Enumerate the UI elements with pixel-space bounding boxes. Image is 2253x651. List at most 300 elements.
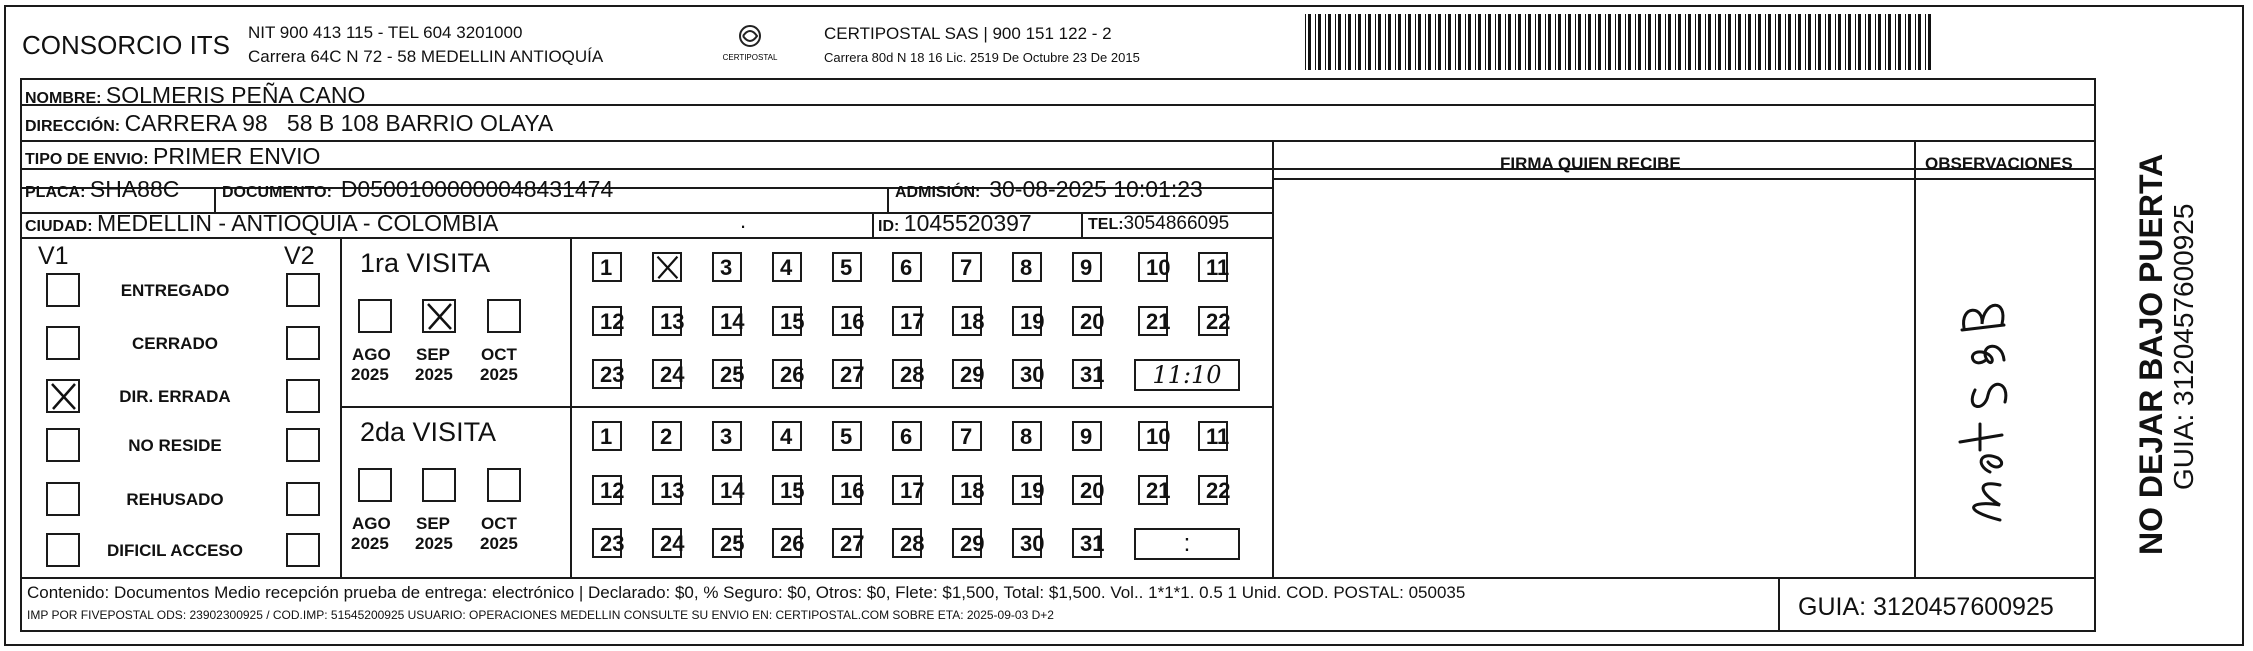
month-checkbox[interactable] [487,299,521,333]
barcode-bar [1315,14,1316,70]
day-box[interactable] [892,528,925,558]
barcode-bar [1595,14,1596,70]
day-number: 29 [960,362,985,387]
barcode-bar [1448,14,1451,70]
day-box[interactable] [772,252,802,282]
day-box[interactable] [1138,306,1171,336]
id-value: 1045520397 [903,210,1032,236]
barcode-bar [1675,14,1676,70]
barcode-bar [1755,14,1756,70]
barcode-bar [1468,14,1471,70]
month-checkbox[interactable] [487,468,521,502]
day-box[interactable] [1072,475,1105,505]
tipo-row [25,145,320,168]
barcode-bar [1408,14,1411,70]
barcode-bar [1555,14,1556,70]
barcode-bar [1628,14,1631,70]
day-box[interactable] [952,359,985,389]
day-box[interactable] [832,359,865,389]
day-number: 14 [720,478,745,503]
day-box[interactable] [892,306,925,336]
barcode-bar [1348,14,1351,70]
barcode-bar [1428,14,1431,70]
day-number: 6 [900,255,913,280]
barcode-bar [1418,14,1421,70]
nombre-row [25,84,365,107]
day-number: 21 [1146,478,1171,503]
day-number: 9 [1080,255,1093,280]
barcode-bar [1665,14,1666,70]
day-box[interactable] [1012,306,1045,336]
barcode-bar [1438,14,1441,70]
barcode-bar [1475,14,1476,70]
day-number: 7 [960,255,973,280]
status-label: REHUSADO [126,490,224,509]
barcode-bar [1698,14,1701,70]
day-box[interactable] [1198,421,1228,451]
day-number: 3 [720,255,733,280]
barcode-bar [1925,14,1926,70]
barcode-bar [1885,14,1886,70]
barcode-bar [1865,14,1866,70]
day-box[interactable] [952,475,985,505]
month-checkbox[interactable] [358,468,392,502]
v2-checkbox[interactable] [286,482,320,516]
v1-label: V1 [38,242,69,270]
day-box[interactable] [1198,252,1228,282]
barcode-bar [1515,14,1516,70]
day-box[interactable] [832,252,862,282]
barcode-bar [1505,14,1506,70]
barcode-bar [1875,14,1876,70]
time-box[interactable]: : [1134,528,1240,560]
day-box[interactable] [1012,475,1045,505]
observaciones-header: OBSERVACIONES [1925,154,2073,173]
day-box[interactable] [1072,359,1105,389]
barcode-bar [1395,14,1396,70]
barcode-bar [1378,14,1381,70]
day-number: 28 [900,531,925,556]
day-box[interactable] [592,475,625,505]
day-box[interactable] [712,475,745,505]
status-label: ENTREGADO [120,281,230,300]
barcode-bar [1398,14,1401,70]
company-address: Carrera 64C N 72 - 58 MEDELLIN ANTIOQUÍA [248,47,604,66]
day-box[interactable] [892,421,922,451]
barcode-bar [1578,14,1581,70]
month-year: 2025 [415,534,453,553]
barcode-bar [1705,14,1706,70]
v2-checkbox[interactable] [286,428,320,462]
day-box[interactable] [712,252,742,282]
barcode-bar [1535,14,1536,70]
day-box[interactable] [952,252,982,282]
day-box[interactable] [892,359,925,389]
day-number: 8 [1020,255,1033,280]
v1-checkbox[interactable] [46,379,80,413]
barcode-bar [1328,14,1331,70]
time-box[interactable]: 11:10 [1134,359,1240,391]
day-number: 1 [600,255,613,280]
day-number: 16 [840,309,865,334]
day-number: 12 [600,478,625,503]
day-box[interactable] [1012,359,1045,389]
month-year: 2025 [351,365,389,384]
month-year: 2025 [480,365,518,384]
tel-value: 3054866095 [1123,213,1230,234]
day-box[interactable] [1138,252,1171,282]
barcode-bar [1685,14,1686,70]
day-box[interactable] [952,528,985,558]
day-box[interactable] [1012,252,1042,282]
visit-title: 2da VISITA [360,417,497,447]
barcode-bar [1678,14,1681,70]
day-box[interactable] [1138,475,1171,505]
day-number: 7 [960,424,973,449]
v2-checkbox[interactable] [286,273,320,307]
day-number: 27 [840,531,865,556]
barcode [1305,14,1935,70]
ciudad-row [25,212,498,235]
day-number: 5 [840,255,853,280]
barcode-bar [1545,14,1546,70]
side-warning: NO DEJAR BAJO PUERTA [2133,153,2169,555]
placa-row [25,178,179,201]
day-box[interactable] [712,359,745,389]
license-line: Carrera 80d N 18 16 Lic. 2519 De Octubre 23 De 2015 [824,50,1140,65]
barcode-bar [1405,14,1406,70]
day-number: 20 [1080,309,1105,334]
day-box[interactable] [772,475,805,505]
day-number: 30 [1020,362,1045,387]
day-box[interactable] [1012,528,1045,558]
barcode-bar [1795,14,1796,70]
day-box[interactable] [652,528,685,558]
barcode-bar [1415,14,1416,70]
ciudad-value: MEDELLIN - ANTIOQUIA - COLOMBIA [97,210,499,236]
day-number: 14 [720,309,745,334]
certipostal-logo [722,22,778,66]
day-box[interactable] [832,475,865,505]
barcode-bar [1748,14,1751,70]
barcode-bar [1815,14,1816,70]
day-number: 30 [1020,531,1045,556]
day-number: 22 [1206,309,1231,334]
barcode-bar [1368,14,1371,70]
barcode-bar [1858,14,1861,70]
day-number: 10 [1146,255,1171,280]
day-number: 19 [1020,478,1045,503]
day-box[interactable] [712,421,742,451]
v2-checkbox[interactable] [286,533,320,567]
day-box[interactable] [652,359,685,389]
barcode-bar [1568,14,1571,70]
day-box[interactable] [652,252,682,282]
day-number: 17 [900,478,925,503]
day-number: 18 [960,478,985,503]
day-box[interactable] [772,359,805,389]
documento-label: DOCUMENTO: [222,184,332,201]
day-number: 31 [1080,531,1105,556]
day-number: 5 [840,424,853,449]
tipo-label: TIPO DE ENVIO: [25,151,149,168]
month-year: 2025 [480,534,518,553]
day-box[interactable] [772,306,805,336]
barcode-bar [1915,14,1916,70]
day-number: 9 [1080,424,1093,449]
barcode-bar [1835,14,1836,70]
day-number: 4 [780,255,793,280]
month-label: AGO [352,514,391,533]
day-box[interactable] [772,421,802,451]
placa-value: SHA88C [89,176,180,202]
barcode-bar [1785,14,1786,70]
barcode-bar [1615,14,1616,70]
day-number: 24 [660,362,685,387]
barcode-bar [1588,14,1591,70]
day-box[interactable] [1198,475,1231,505]
barcode-bar [1855,14,1856,70]
day-number: 27 [840,362,865,387]
day-number: 19 [1020,309,1045,334]
barcode-bar [1695,14,1696,70]
barcode-bar [1818,14,1821,70]
barcode-bar [1305,14,1306,70]
v2-checkbox[interactable] [286,326,320,360]
status-label: DIR. ERRADA [119,387,231,406]
day-box[interactable] [952,306,985,336]
day-box[interactable] [772,528,805,558]
month-checkbox[interactable] [422,468,456,502]
day-box[interactable] [1072,252,1102,282]
day-number: 22 [1206,478,1231,503]
tipo-value: PRIMER ENVIO [153,143,321,169]
barcode-bar [1708,14,1711,70]
barcode-bar [1668,14,1671,70]
barcode-bar [1908,14,1911,70]
logo-text: CERTIPOSTAL [722,53,778,62]
barcode-bar [1388,14,1391,70]
status-label: CERRADO [132,334,218,353]
barcode-bar [1788,14,1791,70]
documento-row [222,178,613,201]
barcode-bar [1318,14,1321,70]
v2-checkbox[interactable] [286,379,320,413]
barcode-bar [1325,14,1326,70]
barcode-bar [1758,14,1761,70]
barcode-bar [1775,14,1776,70]
barcode-bar [1425,14,1426,70]
direccion-value: CARRERA 98 58 B 108 BARRIO OLAYA [124,110,554,136]
barcode-bar [1905,14,1906,70]
barcode-bar [1768,14,1771,70]
status-label: DIFICIL ACCESO [106,541,243,560]
barcode-bar [1828,14,1831,70]
barcode-bar [1508,14,1511,70]
footer-line2: IMP POR FIVEPOSTAL ODS: 23902300925 / COD.IMP: 51545200925 USUARIO: OPERACIONES MEDELLIN CONSULTE SU ENVIO EN: CERTIPOSTAL.COM SOBRE ETA: 2025-09-03 D+2 [27,608,1054,622]
barcode-bar [1608,14,1611,70]
day-number: 26 [780,531,805,556]
barcode-bar [1805,14,1806,70]
day-number: 28 [900,362,925,387]
day-box[interactable] [592,528,625,558]
footer-line1: Contenido: Documentos Medio recepción prueba de entrega: electrónico | Declarado: $0, % Seguro: $0, Otros: $0, Flete: $1,500, Total: $1,500. Vol.. 1*1*1. 0.5 1 Unid. COD. POSTAL: 050035 [27,583,1466,602]
v1-checkbox[interactable] [46,482,80,516]
day-number: 23 [600,531,625,556]
day-number: 15 [780,309,805,334]
day-box[interactable] [1072,528,1105,558]
day-box[interactable] [1072,306,1105,336]
v1-checkbox[interactable] [46,533,80,567]
observaciones-handwriting [1920,190,2080,570]
v1-checkbox[interactable] [46,326,80,360]
day-box[interactable] [652,306,685,336]
day-number: 25 [720,362,745,387]
barcode-bar [1878,14,1881,70]
footer-guia: GUIA: 3120457600925 [1798,593,2054,621]
day-box[interactable] [1012,421,1042,451]
barcode-bar [1598,14,1601,70]
day-box[interactable] [1198,306,1231,336]
placa-label: PLACA: [25,184,86,201]
barcode-bar [1728,14,1731,70]
barcode-bar [1838,14,1841,70]
nombre-label: NOMBRE: [25,90,102,107]
day-box[interactable] [712,528,745,558]
barcode-bar [1825,14,1826,70]
day-box[interactable] [832,528,865,558]
barcode-bar [1868,14,1871,70]
barcode-bar [1458,14,1461,70]
day-number: 31 [1080,362,1105,387]
day-number: 26 [780,362,805,387]
barcode-bar [1435,14,1436,70]
barcode-bar [1365,14,1366,70]
day-box[interactable] [832,421,862,451]
barcode-bar [1845,14,1846,70]
day-number: 2 [660,424,673,449]
barcode-bar [1488,14,1491,70]
day-box[interactable] [652,475,685,505]
barcode-bar [1765,14,1766,70]
day-number: 13 [660,309,685,334]
barcode-bar [1625,14,1626,70]
barcode-bar [1725,14,1726,70]
barcode-bar [1635,14,1636,70]
barcode-bar [1585,14,1586,70]
barcode-bar [1338,14,1341,70]
day-number: 29 [960,531,985,556]
day-box[interactable] [892,475,925,505]
barcode-bar [1548,14,1551,70]
barcode-bar [1888,14,1891,70]
day-number: 20 [1080,478,1105,503]
barcode-bar [1565,14,1566,70]
barcode-bar [1798,14,1801,70]
day-box[interactable] [712,306,745,336]
barcode-bar [1928,14,1931,70]
direccion-label: DIRECCIÓN: [25,118,121,135]
day-box[interactable] [592,306,625,336]
admision-row [895,178,1203,201]
day-box[interactable] [652,421,682,451]
barcode-bar [1525,14,1526,70]
barcode-bar [1688,14,1691,70]
barcode-bar [1478,14,1481,70]
barcode-bar [1528,14,1531,70]
day-box[interactable] [592,421,622,451]
admision-value: 30-08-2025 10:01:23 [989,176,1203,202]
v1-checkbox[interactable] [46,428,80,462]
day-number: 21 [1146,309,1171,334]
month-year: 2025 [351,534,389,553]
barcode-bar [1375,14,1376,70]
v2-label: V2 [284,242,315,270]
barcode-bar [1745,14,1746,70]
visit-title: 1ra VISITA [360,248,491,278]
barcode-bar [1518,14,1521,70]
direccion-row [25,112,553,135]
day-box[interactable] [832,306,865,336]
month-checkbox[interactable] [358,299,392,333]
month-year: 2025 [415,365,453,384]
id-row [878,212,1032,235]
barcode-bar [1605,14,1606,70]
barcode-bar [1558,14,1561,70]
day-number: 12 [600,309,625,334]
day-box[interactable] [1072,421,1102,451]
day-box[interactable] [892,252,922,282]
admision-label: ADMISIÓN: [895,184,981,201]
v1-checkbox[interactable] [46,273,80,307]
id-label: ID: [878,218,900,235]
barcode-bar [1385,14,1386,70]
barcode-bar [1808,14,1811,70]
day-number: 6 [900,424,913,449]
barcode-bar [1738,14,1741,70]
month-label: SEP [416,345,451,364]
barcode-bar [1735,14,1736,70]
status-label: NO RESIDE [128,436,222,455]
barcode-bar [1465,14,1466,70]
barcode-bar [1495,14,1496,70]
month-label: SEP [416,514,451,533]
nombre-value: SOLMERIS PEÑA CANO [105,82,366,108]
day-number: 25 [720,531,745,556]
barcode-bar [1358,14,1361,70]
day-box[interactable] [1138,421,1171,451]
day-box[interactable] [952,421,982,451]
day-number: 18 [960,309,985,334]
ciudad-label: CIUDAD: [25,218,93,235]
day-box[interactable] [592,252,622,282]
barcode-bar [1308,14,1311,70]
tel-label: TEL: [1088,216,1124,233]
month-checkbox[interactable] [422,299,456,333]
day-number: 13 [660,478,685,503]
day-number: 3 [720,424,733,449]
day-number: 17 [900,309,925,334]
barcode-bar [1778,14,1781,70]
day-box[interactable] [592,359,625,389]
company-name: CONSORCIO ITS [22,30,231,60]
side-guia: GUIA: 3120457600925 [2168,203,2199,490]
day-number: 8 [1020,424,1033,449]
day-number: 1 [600,424,613,449]
barcode-bar [1575,14,1576,70]
day-number: 23 [600,362,625,387]
barcode-bar [1335,14,1336,70]
